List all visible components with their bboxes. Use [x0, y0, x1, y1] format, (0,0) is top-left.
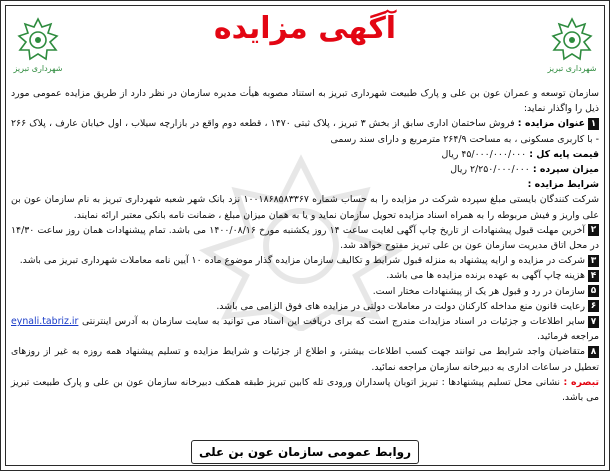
advertisement-body [11, 86, 599, 405]
item-number: ۳ [588, 255, 599, 267]
subject-text: فروش ساختمان اداری سابق از بخش ۳ تبریز ، پلاک ثبتی ۱۴۷۰ ، قطعه دوم واقع در بازارچه سیلاب ، اول خیابان عارف ، پلاک ۲۶۶ - با کاربری مسکونی ، به مساحت ۲۶۴/۹ مترمربع و دارای سند رسمی [11, 118, 599, 145]
note-row [11, 375, 599, 405]
item-number: ۴ [588, 270, 599, 282]
item-text: آخرین مهلت قبول پیشنهادات از تاریخ چاپ آگهی لغایت ساعت ۱۴ روز یکشنبه مورخ ۱۴۰۰/۰۸/۱۶ می باشد. تمام پیشنهادات همان روز ساعت ۱۴/۳۰ در محل اتاق مدیریت سازمان عون بن علی تبریز مفتوح خواهد شد. [11, 224, 599, 252]
item-text: هزینه چاپ آگهی به عهده برنده مزایده ها می باشد. [386, 270, 585, 282]
base-price-label: قیمت پایه کل : [529, 148, 599, 160]
item-number: ۷ [588, 316, 599, 328]
item-text: سایر اطلاعات و جزئیات در اسناد مزایدات مندرج است که برای دریافت این اسناد می توانید به سایت سازمان به آدرس اینترنتی [81, 316, 585, 328]
deposit-label: میزان سپرده : [532, 164, 599, 176]
page-title: آگهی مزایده [213, 11, 397, 46]
list-item [11, 314, 599, 344]
note-label: تبصره : [563, 376, 599, 388]
item-text-tail: مراجعه فرمائید. [537, 331, 599, 343]
list-item [11, 253, 599, 268]
note-text: نشانی محل تسلیم پیشنهادها : تبریز اتوبان پاسداران ورودی تله کابین تبریز طبقه همکف دبیرخانه سازمان عون بن علی و پارک طبیعت تبریز می باشد. [11, 376, 599, 404]
deposit-value: ۲/۲۵۰/۰۰۰/۰۰۰ ریال [450, 164, 530, 176]
conditions-intro-text: شرکت کنندگان بایستی مبلغ سپرده شرکت در مزایده را به حساب شماره ۱۰۰۱۸۶۸۵۸۳۳۶۷ نزد بانک شهر شعبه شهرداری تبریز به نام سازمان عون بن علی واریز و فیش مربوطه را به همراه اسناد مزایده تحویل سازمان نماید و یا به همان میزان مبلغ ، ضمانت نامه بانکی معتبر ارائه نمایند. [11, 194, 599, 221]
item-text: رعایت قانون منع مداخله کارکنان دولت در معاملات دولتی در مزایده های فوق الزامی می باشد. [216, 300, 585, 312]
subject-label: عنوان مزایده : [517, 118, 586, 130]
conditions-title: شرایط مزایده : [527, 179, 599, 191]
subject-row [11, 116, 599, 146]
list-item [11, 268, 599, 283]
item-text: متقاضیان واجد شرایط می توانند جهت کسب اطلاعات بیشتر، و اطلاع از جزئیات و شرایط مزایده و تسلیم پیشنهاد همه روزه به غیر از روزهای تعطیل در ساعات اداری به دبیرخانه سازمان مراجعه نمائید. [11, 346, 599, 373]
item-number: ۱ [588, 118, 599, 130]
conditions-intro [11, 192, 599, 222]
deposit-row [11, 162, 599, 177]
logo-left-caption: شهرداری تبریز [13, 64, 63, 73]
list-item [11, 284, 599, 299]
base-price-row [11, 147, 599, 162]
public-relations-footer: روابط عمومی سازمان عون بن علی [191, 440, 419, 464]
list-item [11, 344, 599, 374]
intro-paragraph [11, 86, 599, 116]
item-number: ۵ [588, 285, 599, 297]
conditions-title-row [11, 177, 599, 192]
item-text: سازمان در رد و قبول هر یک از پیشنهادات مختار است. [372, 285, 585, 297]
item-number: ۲ [588, 224, 599, 236]
item-number: ۶ [588, 300, 599, 312]
base-price-value: ۴۵/۰۰۰/۰۰۰/۰۰۰ ریال [441, 148, 527, 160]
list-item [11, 299, 599, 314]
website-link[interactable]: eynali.tabriz.ir [11, 316, 79, 328]
item-number: ۸ [588, 346, 599, 358]
item-text: شرکت در مزایده و ارایه پیشنهاد به منزله قبول شرایط و تکالیف سازمان مزایده گذار موضوع ماده ۱۰ آیین نامه معاملات شهرداری تبریز می باشد. [19, 255, 585, 267]
intro-text: سازمان توسعه و عمران عون بن علی و پارک طبیعت شهرداری تبریز به استناد مصوبه هیأت مدیره سازمان در نظر دارد از طریق مزایده عمومی مورد ذیل را واگذار نماید: [11, 88, 599, 115]
logo-right-caption: شهرداری تبریز [547, 64, 597, 73]
list-item [11, 223, 599, 253]
